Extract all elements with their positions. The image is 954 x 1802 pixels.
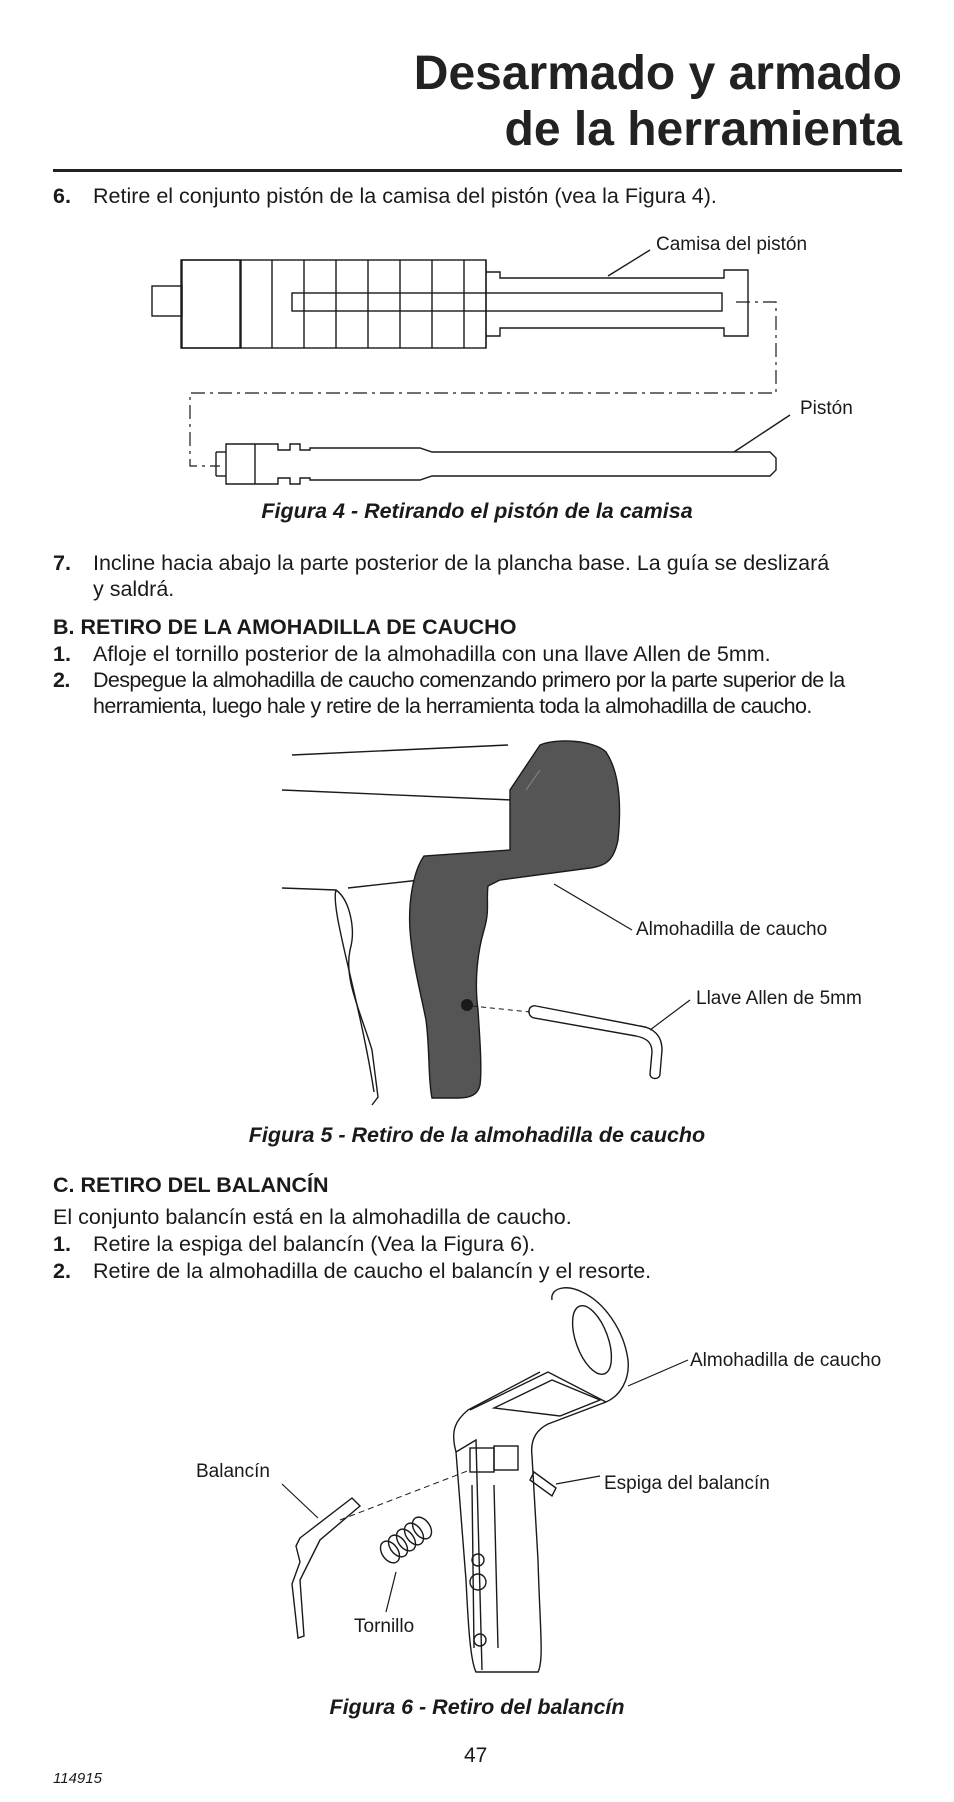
step-text-line: Incline hacia abajo la parte posterior de la plancha base. La guía se deslizará [93, 551, 830, 575]
step-text-line: herramienta, luego hale y retire de la herramienta toda la almohadilla de caucho. [93, 694, 812, 718]
step-text: Retire la espiga del balancín (Vea la Figura 6). [93, 1232, 536, 1256]
document-code: 114915 [53, 1770, 102, 1787]
label-sleeve: Camisa del pistón [656, 234, 808, 255]
leader-screw [386, 1572, 396, 1612]
figure-4-caption: Figura 4 - Retirando el pistón de la camisa [261, 499, 693, 523]
section-b-heading: B. RETIRO DE LA AMOHADILLA DE CAUCHO [53, 615, 517, 639]
rocker-guide-line [340, 1470, 470, 1520]
figure-5-caption: Figura 5 - Retiro de la almohadilla de caucho [248, 1123, 706, 1147]
pad-slot-right [494, 1446, 518, 1470]
section-c-intro: El conjunto balancín está en la almohadilla de caucho. [53, 1205, 572, 1229]
pad-hole [470, 1574, 486, 1590]
label-rocker: Balancín [196, 1461, 270, 1482]
label-screw: Tornillo [354, 1616, 415, 1637]
step-number: 2. [53, 1259, 71, 1283]
pad-housing [454, 1288, 629, 1672]
leader-rocker [282, 1484, 318, 1518]
rocker [292, 1498, 360, 1638]
step-text: Retire de la almohadilla de caucho el balancín y el resorte. [93, 1259, 652, 1283]
leader-pin [556, 1476, 600, 1484]
step-text-line: Despegue la almohadilla de caucho comenzando primero por la parte superior de la [93, 668, 845, 692]
pad-hole [474, 1634, 486, 1646]
step-number: 7. [53, 551, 71, 575]
pad-hole [472, 1554, 484, 1566]
pad-slot-left [470, 1448, 494, 1472]
step-text: Afloje el tornillo posterior de la almohadilla con una llave Allen de 5mm. [93, 642, 771, 666]
step-text-line: y saldrá. [93, 577, 175, 601]
label-pad-fig6: Almohadilla de caucho [690, 1350, 882, 1371]
label-wrench: Llave Allen de 5mm [696, 988, 862, 1009]
section-c-heading: C. RETIRO DEL BALANCÍN [53, 1173, 329, 1197]
step-number: 1. [53, 642, 71, 666]
page-title-line-1: Desarmado y armado [413, 47, 902, 100]
step-number: 2. [53, 668, 70, 692]
label-pin: Espiga del balancín [604, 1473, 770, 1494]
step-text: Retire el conjunto pistón de la camisa del pistón (vea la Figura 4). [93, 184, 717, 208]
step-number: 1. [53, 1232, 71, 1256]
label-pad: Almohadilla de caucho [636, 919, 828, 940]
leader-pad [628, 1360, 688, 1386]
pad-loop [565, 1301, 620, 1380]
label-piston: Pistón [800, 398, 853, 419]
step-number: 6. [53, 184, 71, 208]
page-title-line-2: de la herramienta [504, 103, 902, 156]
figure-6-caption: Figura 6 - Retiro del balancín [329, 1695, 625, 1719]
spring [377, 1514, 436, 1567]
page-number: 47 [464, 1744, 488, 1767]
